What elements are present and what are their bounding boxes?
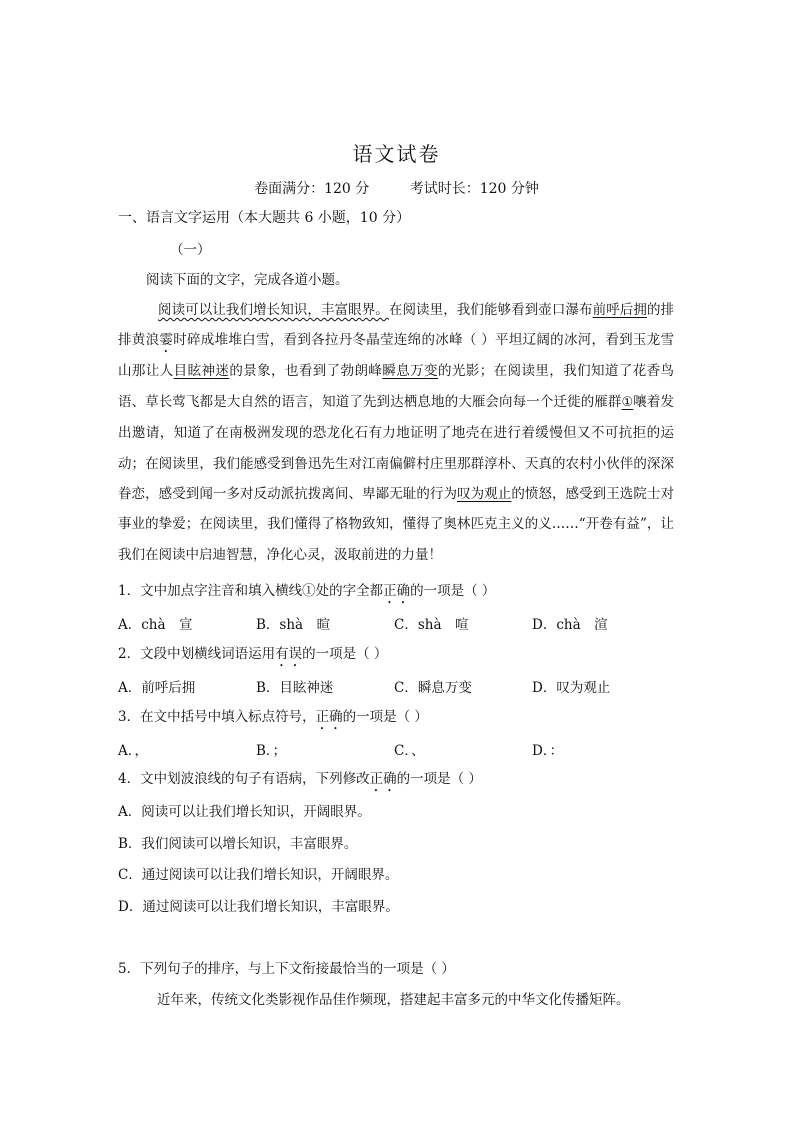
question-text: 3．在文中括号中填入标点符号， — [118, 709, 316, 725]
instruction: 阅读下面的文字，完成各道小题。 — [146, 272, 349, 288]
question-1-options — [118, 613, 678, 633]
question-5-context: 近年来，传统文化类影视作品佳作频现，搭建起丰富多元的中华文化传播矩阵。 — [157, 992, 630, 1008]
dotted-keyword: 正确 — [315, 709, 343, 725]
option-b[interactable]: B．； — [256, 743, 287, 759]
option-b[interactable]: B．我们阅读可以增长知识，丰富眼界。 — [118, 836, 358, 852]
underlined-word-3: 瞬息万变 — [382, 363, 438, 380]
question-text: 的一项是（ ） — [410, 583, 496, 599]
passage-text: 的光影；在阅读里，我们知道了花香鸟语、草长莺飞都是大自然的语言，知道了先到达栖息地的大雁会向每一个迁徙的雁群 — [118, 363, 675, 410]
passage-text: 嚷着发出邀请，知道了在南极洲发现的恐龙化石有力地证明了地壳在进行着缓慢但又不可抗拒的运动；在阅读里，我们能感受到鲁迅先生对江南偏僻村庄里那群淳朴、天真的农村小伙伴的深深眷恋，感受到闻一多对反动派抗拨离间、卑鄙无耻的行为 — [118, 393, 675, 503]
option-d[interactable]: D．： — [532, 743, 564, 759]
option-a[interactable]: A．， — [118, 743, 148, 759]
option-a[interactable]: A．chà 宣 — [118, 617, 193, 633]
exam-title: 语文试卷 — [352, 142, 441, 166]
option-c[interactable]: C．瞬息万变 — [394, 680, 472, 696]
option-c[interactable]: C．shà 喧 — [394, 617, 469, 633]
wavy-sentence: 阅读可以让我们增长知识，丰富眼界。 — [158, 302, 389, 318]
question-2-options — [118, 676, 678, 696]
option-d[interactable]: D．叹为观止 — [532, 680, 611, 696]
question-text: 的一项是（ ） — [302, 646, 388, 662]
question-3 — [118, 705, 428, 733]
question-2 — [118, 642, 387, 670]
question-3-options — [118, 739, 678, 759]
passage-text: 时碎成堆堆白雪，看到各拉丹冬晶莹连绵的冰峰（ ）平坦辽阔的冰河，看到玉龙雪山那让人 — [118, 332, 675, 380]
passage-text: 的愤怒，感受到王选院士对事业的挚爱；在阅读里，我们懂得了格物致知，懂得了奥林匹克主义的义……“开卷有益”，让我们在阅读中启迪智慧，净化心灵，汲取前进的力量！ — [118, 486, 674, 563]
question-5: 5．下列句子的排序，与上下文衔接最恰当的一项是（ ） — [118, 961, 455, 977]
full-score: 卷面满分：120 分 — [254, 181, 370, 197]
dotted-char: 霎 — [159, 332, 174, 349]
underlined-word-4: 叹为观止 — [457, 486, 512, 503]
question-text: 的一项是（ ） — [342, 709, 428, 725]
exam-duration: 考试时长：120 分钟 — [409, 181, 539, 197]
dotted-keyword: 有误 — [275, 646, 303, 662]
question-text: 4．文中划波浪线的句子有语病，下列修改 — [118, 771, 370, 787]
passage-text: 的排排黄浪 — [118, 302, 675, 349]
option-d[interactable]: D．通过阅读可以让我们增长知识，丰富眼界。 — [118, 899, 399, 915]
dotted-keyword: 正确 — [383, 583, 411, 599]
subsection-heading: （一） — [170, 242, 211, 258]
question-text: 2．文段中划横线词语运用 — [118, 646, 276, 662]
question-4 — [118, 767, 482, 795]
option-b[interactable]: B．shà 暄 — [256, 617, 331, 633]
passage-text: 的景象，也看到了勃朗峰 — [229, 363, 383, 380]
underlined-word-2: 目眩神迷 — [173, 363, 230, 380]
option-a[interactable]: A．前呼后拥 — [118, 680, 196, 696]
option-d[interactable]: D．chà 渲 — [532, 617, 608, 633]
question-1 — [118, 579, 495, 607]
exam-meta — [0, 178, 793, 198]
option-c[interactable]: C．通过阅读可以让我们增长知识，开阔眼界。 — [118, 867, 399, 883]
dotted-keyword: 正确 — [369, 771, 397, 787]
option-c[interactable]: C．、 — [394, 743, 425, 759]
underlined-word-1: 前呼后拥 — [592, 302, 647, 318]
blank-marker: ① — [621, 394, 634, 410]
passage-text: 在阅读里，我们能够看到壶口瀑布 — [388, 302, 593, 318]
section-heading: 一、语言文字运用（本大题共 6 小题，10 分） — [118, 210, 411, 226]
option-b[interactable]: B．目眩神迷 — [256, 680, 334, 696]
question-text: 的一项是（ ） — [396, 771, 482, 787]
option-a[interactable]: A．阅读可以让我们增长知识，开阔眼界。 — [118, 804, 371, 820]
question-text: 1．文中加点字注音和填入横线①处的字全都 — [118, 583, 384, 599]
reading-passage — [118, 295, 674, 570]
